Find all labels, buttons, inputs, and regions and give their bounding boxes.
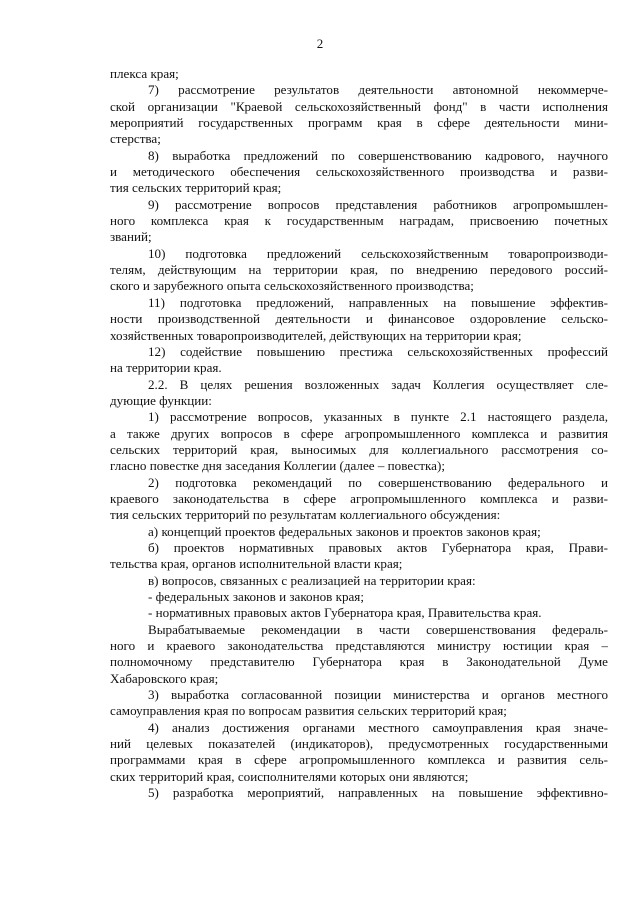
text-line: ного и краевого законодательства представляются министру юстиции края – xyxy=(110,638,608,654)
text-line: тия сельских территорий края; xyxy=(110,180,282,196)
text-line: в) вопросов, связанных с реализацией на территории края: xyxy=(148,572,476,588)
text-line: 1) рассмотрение вопросов, указанных в пункте 2.1 настоящего раздела, xyxy=(148,409,608,425)
text-line: на территории края. xyxy=(110,360,222,376)
text-line: 3) выработка согласованной позиции министерства и органов местного xyxy=(148,687,608,703)
text-line: 10) подготовка предложений сельскохозяйственным товаропроизводи- xyxy=(148,245,608,261)
text-line: гласно повестке дня заседания Коллегии (далее – повестка); xyxy=(110,458,445,474)
text-line: стерства; xyxy=(110,131,161,147)
text-line: ского и зарубежного опыта сельскохозяйственного производства; xyxy=(110,278,474,294)
text-line: дующие функции: xyxy=(110,392,212,408)
text-line: тия сельских территорий по результатам коллегиального обсуждения: xyxy=(110,507,501,523)
text-line: а) концепций проектов федеральных законов и проектов законов края; xyxy=(148,523,541,539)
text-line: Хабаровского края; xyxy=(110,670,219,686)
text-line: программами края в сфере агропромышленного комплекса и развития сель- xyxy=(110,752,608,768)
text-line: сельских территорий края, выносимых для коллегиального рассмотрения со- xyxy=(110,441,608,457)
text-line: 7) рассмотрение результатов деятельности автономной некоммерче- xyxy=(148,82,608,98)
text-line: краевого законодательства в сфере агропромышленного комплекса и разви- xyxy=(110,490,608,506)
text-line: 5) разработка мероприятий, направленных на повышение эффективно- xyxy=(148,785,608,801)
text-line: званий; xyxy=(110,229,152,245)
text-line: ний целевых показателей (индикаторов), предусмотренных государственными xyxy=(110,736,608,752)
text-line: - нормативных правовых актов Губернатора края, Правительства края. xyxy=(148,605,542,621)
document-body xyxy=(110,66,608,801)
text-line: 2) подготовка рекомендаций по совершенствованию федерального и xyxy=(148,474,608,490)
text-line: самоуправления края по вопросам развития сельских территорий края; xyxy=(110,703,507,719)
text-line: 12) содействие повышению престижа сельскохозяйственных профессий xyxy=(148,343,608,359)
text-line: ской организации "Краевой сельскохозяйственный фонд" в части исполнения xyxy=(110,98,608,114)
text-line: а также других вопросов в сфере агропромышленного комплекса и развития xyxy=(110,425,608,441)
text-line: 8) выработка предложений по совершенствованию кадрового, научного xyxy=(148,147,608,163)
text-line: полномочному представителю Губернатора края в Законодательной Думе xyxy=(110,654,608,670)
text-line: 11) подготовка предложений, направленных на повышение эффектив- xyxy=(148,294,608,310)
text-line: и методического обеспечения сельскохозяйственного производства и разви- xyxy=(110,164,608,180)
text-line: Вырабатываемые рекомендации в части совершенствования федераль- xyxy=(148,621,608,637)
text-line: ного комплекса края к государственным наградам, присвоению почетных xyxy=(110,213,608,229)
text-line: б) проектов нормативных правовых актов Губернатора края, Прави- xyxy=(148,539,608,555)
text-line: тельства края, органов исполнительной власти края; xyxy=(110,556,403,572)
text-line: хозяйственных товаропроизводителей, действующих на территории края; xyxy=(110,327,522,343)
text-line: 4) анализ достижения органами местного самоуправления края значе- xyxy=(148,719,608,735)
text-line: 9) рассмотрение вопросов представления работников агропромышлен- xyxy=(148,196,608,212)
text-line: - федеральных законов и законов края; xyxy=(148,589,364,604)
text-line: ности производственной деятельности и финансовое оздоровление сельско- xyxy=(110,311,608,327)
page-number: 2 xyxy=(316,36,324,51)
text-line: мероприятий государственных программ края в сфере деятельности мини- xyxy=(110,115,608,131)
text-line: 2.2. В целях решения возложенных задач Коллегия осуществляет сле- xyxy=(148,376,608,392)
text-line: плекса края; xyxy=(110,66,179,81)
text-line: телям, действующим на территории края, по внедрению передового россий- xyxy=(110,262,608,278)
text-line: ских территорий края, соисполнителями которых они являются; xyxy=(110,768,469,784)
